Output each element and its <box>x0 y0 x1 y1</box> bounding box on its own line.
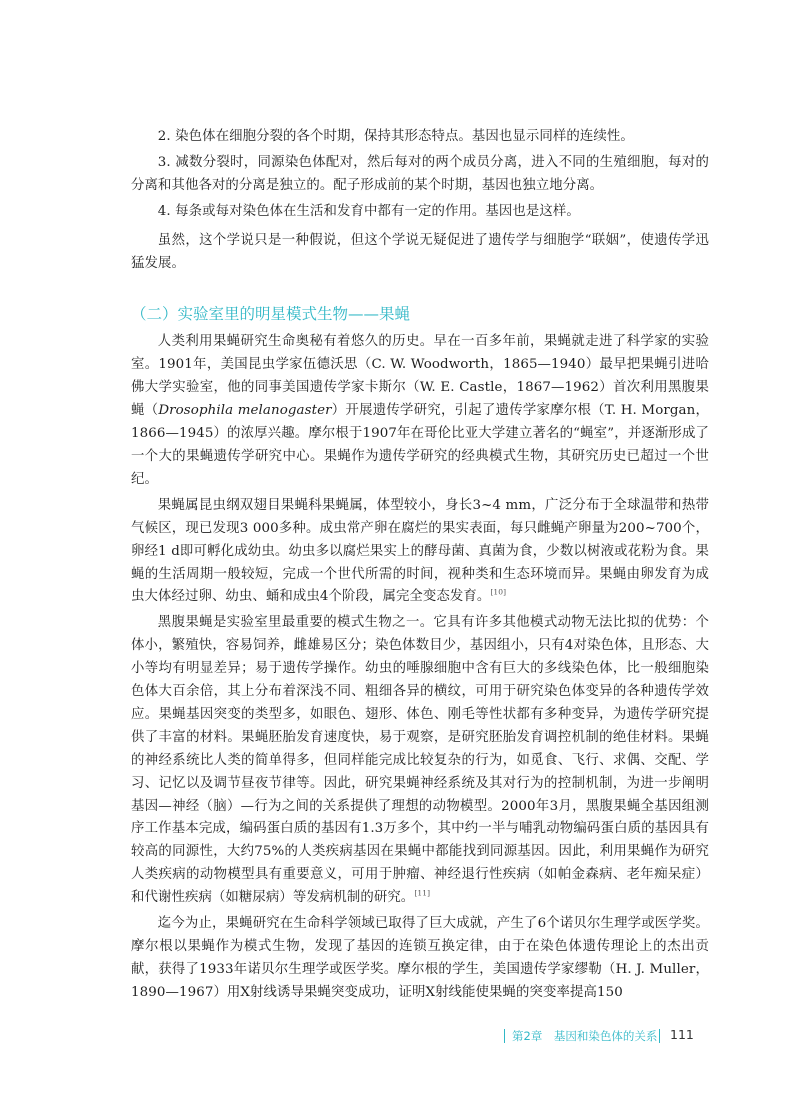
paragraph-nobel-prizes: 迄今为止，果蝇研究在生命科学领域已取得了巨大成就，产生了6个诺贝尔生理学或医学奖。摩尔根以果蝇作为模式生物，发现了基因的连锁互换定律，由于在染色体遗传理论上的杰出贡献，获得了1933年诺贝尔生理学或医学奖。摩尔根的学生，美国遗传学家缪勒（H. J. Muller，1890—1967）用X射线诱导果蝇突变成功，证明X射线能使果蝇的突变率提高150 <box>131 916 709 1000</box>
species-name: Drosophila melanogaster <box>158 403 332 419</box>
citation-ref-11: [11] <box>414 888 431 898</box>
citation-ref-10: [10] <box>490 587 507 597</box>
page-footer <box>0 1026 800 1046</box>
paragraph-model-organism <box>131 612 709 910</box>
page-number: 111 <box>670 1027 694 1042</box>
page-body <box>131 126 709 1008</box>
paragraph-hypothesis-summary: 虽然，这个学说只是一种假说，但这个学说无疑促进了遗传学与细胞学“联姻”，使遗传学迅猛发展。 <box>131 232 709 271</box>
footer-chapter-title: 第2章 基因和染色体的关系 <box>512 1029 658 1043</box>
paragraph-fruitfly-biology <box>131 495 709 610</box>
footer-divider-left <box>504 1029 505 1043</box>
biology-text: 果蝇属昆虫纲双翅目果蝇科果蝇属，体型较小，身长3~4 mm，广泛分布于全球温带和热带气候区，现已发现3 000多种。成虫常产卵在腐烂的果实表面，每只雌蝇产卵量为200~700个，卵经1 d即可孵化成幼虫。幼虫多以腐烂果实上的酵母菌、真菌为食，少数以树液或花粉为食。果蝇的生活周期一般较短，完成一个世代所需的时间，视种类和生态环境而异。果蝇由卵发育为成虫大体经过卵、幼虫、蛹和成虫4个阶段，属完全变态发育。 <box>131 497 709 605</box>
paragraph-point-3: 3. 减数分裂时，同源染色体配对，然后每对的两个成员分离，进入不同的生殖细胞，每对的分离和其他各对的分离是独立的。配子形成前的某个时期，基因也独立地分离。 <box>131 154 709 193</box>
history-text-b: ）开展遗传学研究，引起了遗传学家摩尔根（T. H. Morgan，1866—1945）的浓厚兴趣。摩尔根于1907年在哥伦比亚大学建立著名的“蝇室”，并逐渐形成了一个大的果蝇遗传学研究中心。果蝇作为遗传学研究的经典模式生物，其研究历史已超过一个世纪。 <box>131 403 709 487</box>
paragraph-fruitfly-history <box>131 331 709 491</box>
paragraph-point-4: 4. 每条或每对染色体在生活和发育中都有一定的作用。基因也是这样。 <box>157 203 580 219</box>
section-heading: （二）实验室里的明星模式生物——果蝇 <box>131 305 411 324</box>
model-organism-text: 黑腹果蝇是实验室里最重要的模式生物之一。它具有许多其他模式动物无法比拟的优势：个体小，繁殖快，容易饲养，雌雄易区分；染色体数目少，基因组小，只有4对染色体，且形态、大小等均有明显差异；易于遗传学操作。幼虫的唾腺细胞中含有巨大的多线染色体，比一般细胞染色体大百余倍，其上分布着深浅不同、粗细各异的横纹，可用于研究染色体变异的各种遗传学效应。果蝇基因突变的类型多，如眼色、翅形、体色、刚毛等性状都有多种变异，为遗传学研究提供了丰富的材料。果蝇胚胎发育速度快，易于观察，是研究胚胎发育调控机制的绝佳材料。果蝇的神经系统比人类的简单得多，但同样能完成比较复杂的行为，如觅食、飞行、求偶、交配、学习、记忆以及调节昼夜节律等。因此，研究果蝇神经系统及其对行为的控制机制，为进一步阐明基因—神经（脑）—行为之间的关系提供了理想的动物模型。2000年3月，黑腹果蝇全基因组测序工作基本完成，编码蛋白质的基因有1.3万多个，其中约一半与哺乳动物编码蛋白质的基因具有较高的同源性，大约75%的人类疾病基因在果蝇中都能找到同源基因。因此，利用果蝇作为研究人类疾病的动物模型具有重要意义，可用于肿瘤、神经退行性疾病（如帕金森病、老年痴呆症）和代谢性疾病（如糖尿病）等发病机制的研究。 <box>131 615 709 906</box>
paragraph-point-2: 2. 染色体在细胞分裂的各个时期，保持其形态特点。基因也显示同样的连续性。 <box>157 129 634 144</box>
footer-divider-right <box>659 1029 660 1043</box>
history-text-a: 人类利用果蝇研究生命奥秘有着悠久的历史。早在一百多年前，果蝇就走进了科学家的实验室。1901年，美国昆虫学家伍德沃思（C. W. Woodworth，1865—1940）最早把果蝇引进哈佛大学实验室，他的同事美国遗传学家卡斯尔（W. E. Castle，1867—1962）首次利用黑腹果蝇（ <box>131 334 709 419</box>
